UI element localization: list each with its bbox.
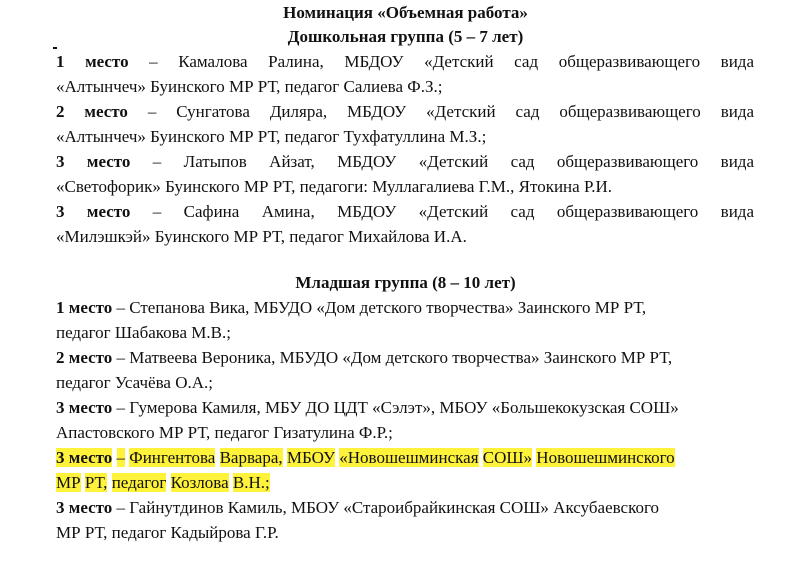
place-label: 3 место — [56, 498, 113, 517]
entry-text: Сафина Амина, МБДОУ «Детский сад общеразвивающего вида — [183, 202, 754, 221]
list-item — [56, 495, 754, 545]
entry-text: В.Н.; — [232, 473, 270, 492]
entry-line-1 — [56, 199, 754, 224]
entry-text: Матвеева Вероника, МБУДО «Дом детского творчества» Заинского МР РТ, — [129, 348, 673, 367]
entry-text: РТ, — [84, 473, 108, 492]
entry-line-2: «Алтынчеч» Буинского МР РТ, педагог Салиева Ф.З.; — [56, 77, 443, 96]
dash: – — [116, 498, 126, 517]
entry-line-1 — [56, 495, 754, 520]
place-label: 3 место — [56, 152, 131, 171]
place-label: 3 место — [56, 448, 113, 467]
entry-line-2: педагог Шабакова М.В.; — [56, 323, 231, 342]
dash: – — [116, 398, 126, 417]
place-label: 1 место — [56, 298, 113, 317]
entry-line-2: «Милэшкэй» Буинского МР РТ, педагог Михайлова И.А. — [56, 227, 467, 246]
entry-line-1 — [56, 99, 754, 124]
entry-text: СОШ» — [482, 448, 533, 467]
entry-line-1 — [56, 49, 754, 74]
entry-text: педагог — [111, 473, 167, 492]
place-label: 3 место — [56, 202, 131, 221]
place-label: 2 место — [56, 102, 128, 121]
entry-text: «Новошешминская — [339, 448, 479, 467]
entry-line-2: Апастовского МР РТ, педагог Гизатулина Ф.Р.; — [56, 423, 393, 442]
entry-text: Гумерова Камиля, МБУ ДО ЦДТ «Сэлэт», МБОУ «Большекокузская СОШ» — [129, 398, 679, 417]
entry-line-1 — [56, 445, 754, 470]
preschool-group-title: Дошкольная группа (5 – 7 лет) — [287, 27, 524, 46]
dash: – — [116, 348, 126, 367]
entry-line-2: «Алтынчеч» Буинского МР РТ, педагог Тухфатуллина М.З.; — [56, 127, 487, 146]
entry-text: Латыпов Айзат, МБДОУ «Детский сад общеразвивающего вида — [183, 152, 755, 171]
list-item — [56, 199, 754, 249]
entry-text: Камалова Ралина, МБДОУ «Детский сад общеразвивающего вида — [178, 52, 755, 71]
entry-text: Новошешминского — [536, 448, 675, 467]
entry-line-2: МР РТ, педагог Кадыйрова Г.Р. — [56, 523, 279, 542]
entry-line-2: «Светофорик» Буинского МР РТ, педагоги: Муллагалиева Г.М., Ятокина Р.И. — [56, 177, 613, 196]
junior-group-title: Младшая группа (8 – 10 лет) — [295, 273, 516, 292]
list-item — [56, 395, 754, 445]
list-item — [56, 99, 754, 149]
entry-line-1 — [56, 149, 754, 174]
entry-text: Гайнутдинов Камиль, МБОУ «Староибрайкинская СОШ» Аксубаевского — [129, 498, 660, 517]
dash: – — [149, 52, 158, 71]
entry-text: Варвара, — [219, 448, 283, 467]
entry-text: Козлова — [170, 473, 229, 492]
list-item — [56, 49, 754, 99]
dash: – — [147, 102, 157, 121]
entry-text: Сунгатова Диляра, МБДОУ «Детский сад общеразвивающего вида — [176, 102, 755, 121]
list-item — [56, 345, 754, 395]
entry-line-2: педагог Усачёва О.А.; — [56, 373, 213, 392]
entry-text: Степанова Вика, МБУДО «Дом детского творчества» Заинского МР РТ, — [129, 298, 647, 317]
place-label: 1 место — [56, 52, 129, 71]
place-label: 2 место — [56, 348, 113, 367]
highlighted-list-item — [56, 445, 754, 495]
place-label: 3 место — [56, 398, 113, 417]
dash: – — [116, 448, 126, 467]
entry-line-1 — [56, 295, 754, 320]
dash: – — [152, 152, 162, 171]
entry-text: Фингентова — [129, 448, 216, 467]
list-item — [56, 149, 754, 199]
dash: – — [116, 298, 126, 317]
nomination-title: Номинация «Объемная работа» — [283, 3, 528, 22]
entry-line-1 — [56, 345, 754, 370]
entry-line-2 — [56, 470, 754, 495]
entry-line-1 — [56, 395, 754, 420]
entry-text: МР — [56, 473, 81, 492]
entry-text: МБОУ — [286, 448, 335, 467]
dash: – — [152, 202, 162, 221]
list-item — [56, 295, 754, 345]
